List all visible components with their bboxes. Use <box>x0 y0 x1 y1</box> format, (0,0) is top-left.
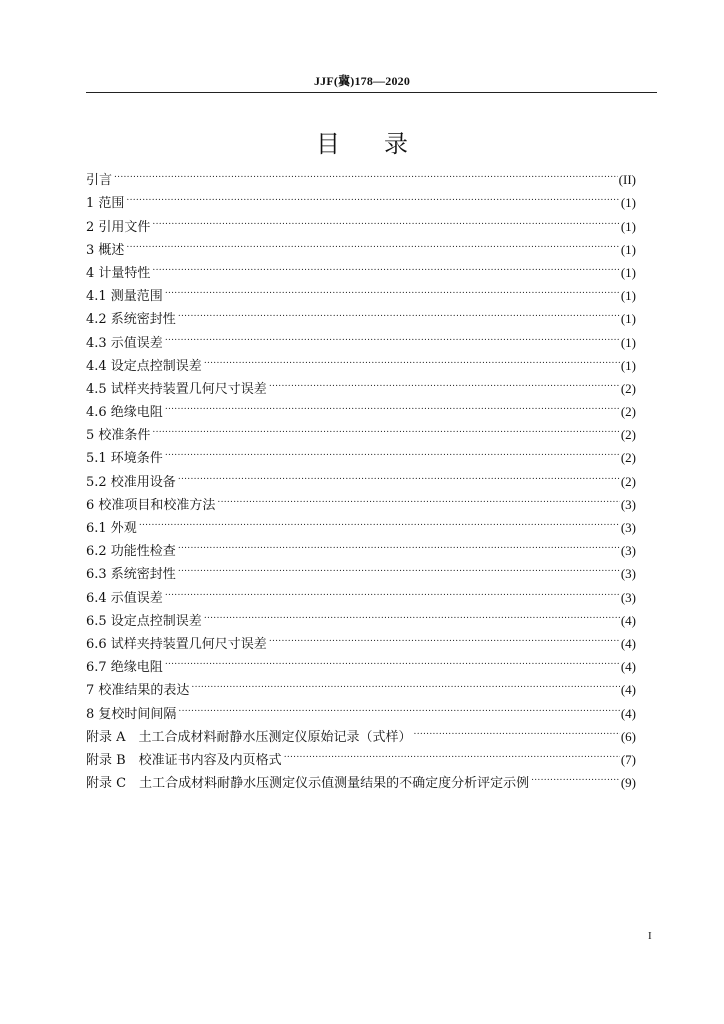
toc-entry[interactable] <box>86 323 636 351</box>
toc-entry[interactable] <box>86 161 636 189</box>
toc-dot-leader <box>269 370 620 393</box>
toc-dot-leader <box>165 323 620 346</box>
toc-dot-leader <box>269 625 620 648</box>
table-of-contents <box>86 161 636 792</box>
toc-entry[interactable] <box>86 254 636 281</box>
toc-entry-label: 5.1 环境条件 <box>86 451 163 467</box>
toc-entry-page: (3) <box>620 589 636 605</box>
toc-entry-page: (1) <box>620 264 636 280</box>
toc-dot-leader <box>165 648 620 671</box>
toc-entry-page: (1) <box>620 334 636 350</box>
toc-title: 目录 <box>316 130 452 158</box>
toc-entry-page: (3) <box>620 543 636 559</box>
toc-entry[interactable] <box>86 184 636 212</box>
toc-dot-leader <box>204 347 620 370</box>
toc-dot-leader <box>114 161 618 184</box>
toc-entry-page: (3) <box>620 520 636 535</box>
toc-dot-leader <box>165 578 620 601</box>
toc-dot-leader <box>126 231 619 254</box>
toc-entry-label: 6.5 设定点控制误差 <box>86 613 202 629</box>
toc-entry-page: (4) <box>620 612 636 628</box>
toc-entry[interactable] <box>86 532 636 560</box>
toc-dot-leader <box>165 277 620 300</box>
header-divider <box>86 92 657 93</box>
toc-entry[interactable] <box>86 578 636 606</box>
toc-entry-label: 6.1 外观 <box>86 521 137 536</box>
toc-dot-leader <box>139 509 620 532</box>
toc-entry-label: 6.2 功能性检查 <box>86 544 176 560</box>
toc-entry-page: (4) <box>620 659 636 675</box>
toc-dot-leader <box>165 439 620 462</box>
toc-entry-page: (3) <box>620 496 636 512</box>
toc-entry-label: 2 引用文件 <box>86 219 151 235</box>
toc-entry[interactable] <box>86 671 636 699</box>
toc-dot-leader <box>217 486 619 509</box>
toc-entry-page: (2) <box>620 427 636 443</box>
toc-entry-label: 4.5 试样夹持装置几何尺寸误差 <box>86 381 267 397</box>
toc-entry[interactable] <box>86 439 636 467</box>
toc-entry[interactable] <box>86 602 636 629</box>
toc-entry-label: 5.2 校准用设备 <box>86 474 176 490</box>
toc-dot-leader <box>152 254 619 277</box>
toc-entry-page: (1) <box>620 357 636 373</box>
toc-entry-label: 1 范围 <box>86 196 125 212</box>
toc-dot-leader <box>178 532 620 555</box>
toc-entry-label: 4.2 系统密封性 <box>86 312 176 328</box>
toc-entry[interactable] <box>86 648 636 676</box>
toc-dot-leader <box>178 694 619 717</box>
toc-entry-label: 5 校准条件 <box>86 428 151 444</box>
toc-entry-label: 4.4 设定点控制误差 <box>86 358 202 374</box>
toc-entry-label: 6.3 系统密封性 <box>86 567 176 583</box>
toc-entry[interactable] <box>86 416 636 444</box>
toc-entry-label: 6 校准项目和校准方法 <box>86 497 216 513</box>
toc-entry-page: (3) <box>620 566 636 582</box>
toc-entry[interactable] <box>86 207 636 235</box>
toc-entry-label: 引言 <box>86 173 113 189</box>
page-number: I <box>648 930 652 942</box>
toc-entry-label: 附录 C 土工合成材料耐静水压测定仪示值测量结果的不确定度分析评定示例 <box>86 776 530 792</box>
toc-dot-leader <box>284 741 620 764</box>
toc-entry-page: (1) <box>620 241 636 257</box>
toc-dot-leader <box>204 602 620 625</box>
toc-entry[interactable] <box>86 231 636 258</box>
toc-entry-label: 6.4 示值误差 <box>86 590 163 606</box>
toc-entry-page: (2) <box>620 380 636 396</box>
toc-entry-label: 附录 A 土工合成材料耐静水压测定仪原始记录（式样） <box>86 729 412 745</box>
toc-entry-page: (2) <box>620 473 636 489</box>
toc-entry-page: (4) <box>620 635 636 651</box>
toc-dot-leader <box>165 393 620 416</box>
toc-entry[interactable] <box>86 509 636 536</box>
toc-entry[interactable] <box>86 277 636 305</box>
toc-dot-leader <box>414 718 620 741</box>
toc-dot-leader <box>178 462 620 485</box>
toc-entry-label: 6.6 试样夹持装置几何尺寸误差 <box>86 636 267 652</box>
toc-entry-page: (2) <box>620 450 636 466</box>
toc-entry-page: (9) <box>620 775 636 791</box>
toc-entry-page: (6) <box>620 728 636 744</box>
toc-entry-page: (1) <box>620 311 636 327</box>
toc-entry-page: (II) <box>618 172 636 188</box>
toc-entry-label: 3 概述 <box>86 242 125 258</box>
toc-entry-page: (4) <box>620 705 636 721</box>
toc-entry-page: (1) <box>620 288 636 304</box>
toc-entry[interactable] <box>86 300 636 328</box>
toc-dot-leader <box>152 207 619 230</box>
toc-entry-label: 4.1 测量范围 <box>86 289 163 305</box>
toc-dot-leader <box>152 416 619 439</box>
toc-entry-label: 7 校准结果的表达 <box>86 683 190 699</box>
toc-entry-label: 4.3 示值误差 <box>86 335 163 351</box>
toc-entry-page: (7) <box>620 751 636 767</box>
document-code: JJF(冀)178—2020 <box>313 74 411 88</box>
toc-dot-leader <box>191 671 619 694</box>
toc-entry-label: 附录 B 校准证书内容及内页格式 <box>86 752 282 768</box>
toc-dot-leader <box>178 555 620 578</box>
toc-dot-leader <box>531 764 620 787</box>
toc-entry-label: 8 复校时间间隔 <box>86 706 177 722</box>
toc-entry-page: (2) <box>620 404 636 420</box>
toc-entry-label: 4.6 绝缘电阻 <box>86 405 163 421</box>
toc-entry-label: 6.7 绝缘电阻 <box>86 660 163 676</box>
toc-entry-page: (1) <box>620 218 636 234</box>
toc-entry-label: 4 计量特性 <box>86 265 151 281</box>
toc-entry[interactable] <box>86 347 636 374</box>
toc-entry-page: (1) <box>620 195 636 211</box>
toc-entry[interactable] <box>86 462 636 490</box>
toc-entry-page: (4) <box>620 682 636 698</box>
toc-entry[interactable] <box>86 393 636 421</box>
toc-dot-leader <box>178 300 620 323</box>
toc-dot-leader <box>126 184 619 207</box>
